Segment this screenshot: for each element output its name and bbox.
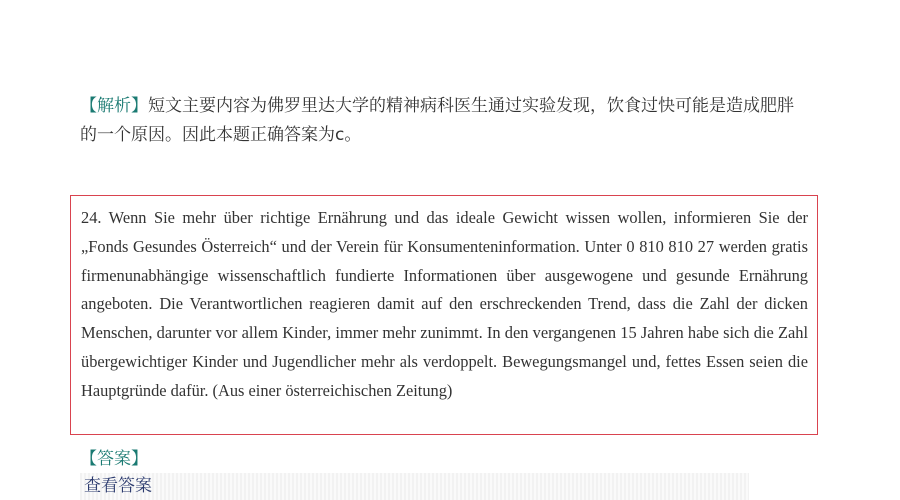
- analysis-tag: 【解析】: [80, 96, 148, 116]
- question-box: [70, 195, 818, 435]
- answer-row: [80, 446, 806, 496]
- analysis-paragraph: [80, 92, 810, 150]
- view-answer-link[interactable]: 查看答案: [80, 473, 749, 500]
- question-text: 24. Wenn Sie mehr über richtige Ernährung und das ideale Gewicht wissen wollen, informieren Sie der „Fonds Gesundes Österreich“ und der Verein für Konsumenteninformation. Unter 0 810 810 27 werden gratis firmenunabhängige wissenschaftlich fundierte Informationen über ausgewogene und gesunde Ernährung angeboten. Die Verantwortlichen reagieren damit auf den erschreckenden Trend, dass die Zahl der dicken Menschen, darunter vor allem Kinder, immer mehr zunimmt. In den vergangenen 15 Jahren habe sich die Zahl übergewichtiger Kinder und Jugendlicher mehr als verdoppelt. Bewegungsmangel und, fettes Essen seien die Hauptgründe dafür. (Aus einer österreichischen Zeitung): [81, 208, 808, 400]
- answer-tag: 【答案】: [80, 449, 148, 469]
- analysis-text: 短文主要内容为佛罗里达大学的精神病科医生通过实验发现，饮食过快可能是造成肥胖的一个原因。因此本题正确答案为c。: [80, 96, 794, 145]
